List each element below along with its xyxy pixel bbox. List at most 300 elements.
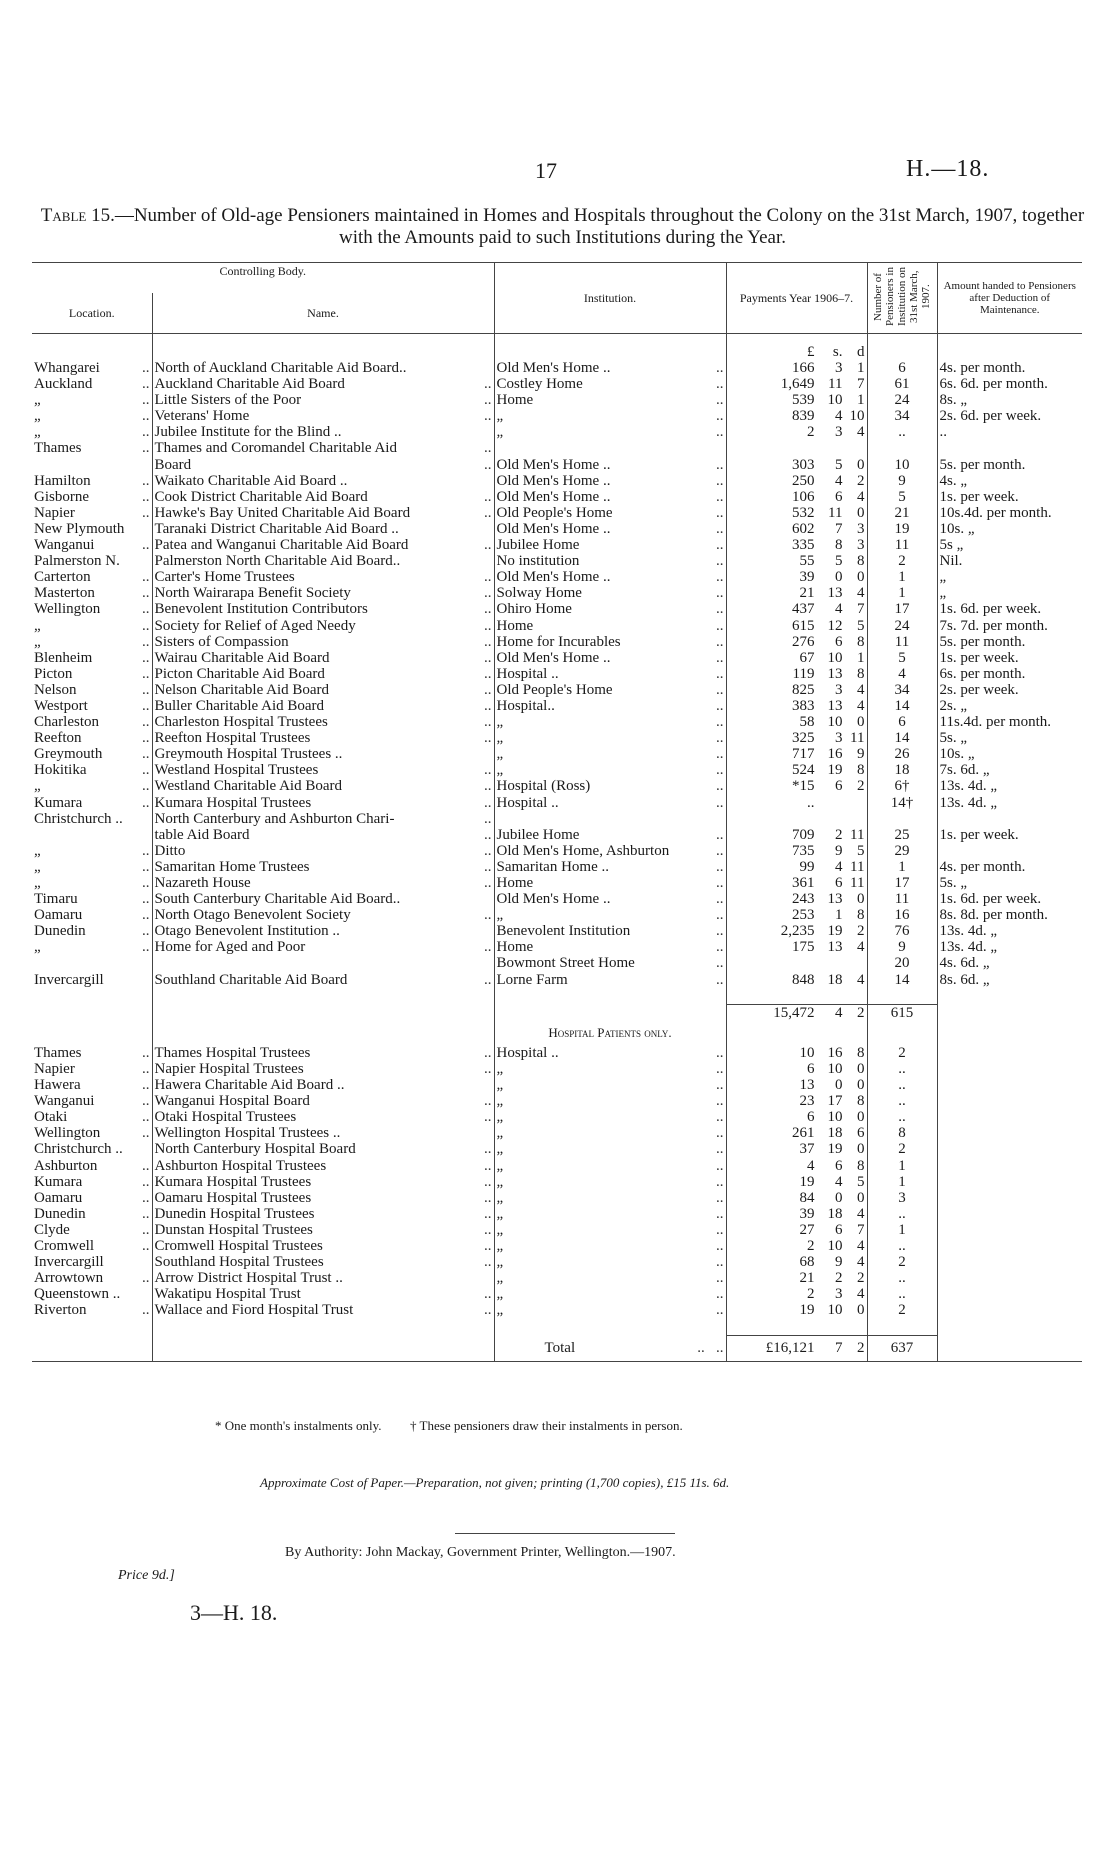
hospital-location: Clyde .. [34, 1221, 150, 1238]
home-number: 14 [867, 698, 937, 714]
home-number [867, 440, 937, 456]
home-name: Greymouth Hospital Trustees .. [152, 746, 494, 762]
home-institution: Hospital .. .. [494, 795, 726, 811]
home-location: Invercargill [34, 971, 104, 988]
home-location: Thames .. [34, 440, 150, 457]
home-amount: .. [937, 424, 1082, 440]
hospital-location: Kumara .. [34, 1173, 150, 1190]
home-pounds: 717 [792, 746, 815, 763]
home-pence: 0 [857, 891, 865, 908]
home-institution: Old Men's Home .. .. [494, 473, 726, 489]
home-payment [726, 440, 867, 456]
home-institution: Hospital .. .. [494, 666, 726, 682]
home-number: 1 [867, 569, 937, 585]
home-pounds: 2,235 [780, 923, 815, 940]
home-shillings: 10 [827, 649, 843, 666]
hospital-pounds: 6 [807, 1109, 815, 1126]
home-pounds: *15 [792, 778, 815, 795]
hospital-pounds: 68 [799, 1254, 815, 1271]
home-row [32, 553, 1082, 569]
home-shillings: 8 [835, 537, 843, 554]
home-pounds: 303 [792, 456, 815, 473]
home-amount: 7s. 6d. „ [937, 762, 1082, 778]
hospital-payment [726, 1286, 867, 1302]
home-institution: Old People's Home .. [494, 682, 726, 698]
home-institution: Solway Home .. [494, 585, 726, 601]
home-shillings: 11 [828, 376, 843, 393]
home-row [32, 650, 1082, 666]
home-location: „ .. [34, 842, 150, 859]
hospital-name: North Canterbury Hospital Board .. [152, 1141, 494, 1157]
hospital-shillings: 10 [827, 1109, 843, 1126]
home-location: Greymouth .. [34, 746, 150, 763]
home-name [152, 955, 494, 971]
home-institution: Costley Home .. [494, 376, 726, 392]
home-row [32, 392, 1082, 408]
hospital-pence: 4 [857, 1205, 865, 1222]
home-shillings: 12 [827, 617, 843, 634]
home-institution: Home .. [494, 939, 726, 955]
home-name: Otago Benevolent Institution .. [152, 923, 494, 939]
footnote-dagger: † These pensioners draw their instalments in person. [410, 1418, 683, 1433]
hospital-number: .. [867, 1270, 937, 1286]
document-reference: H.—18. [906, 156, 990, 182]
home-pence: 5 [857, 842, 865, 859]
home-number: 11 [867, 537, 937, 553]
home-name: Westland Charitable Aid Board .. [152, 778, 494, 794]
hospital-location: Ashburton .. [34, 1157, 150, 1174]
hospital-shillings: 17 [827, 1093, 843, 1110]
home-location: Hamilton .. [34, 472, 150, 489]
home-location [32, 827, 152, 843]
home-location: Dunedin .. [34, 923, 150, 940]
home-shillings: 13 [827, 665, 843, 682]
hospital-pounds: 23 [799, 1093, 815, 1110]
home-name: table Aid Board .. [152, 827, 494, 843]
home-pounds: 1,649 [780, 376, 815, 393]
home-pence: 1 [857, 649, 865, 666]
footnote-star: * One month's instalments only. [215, 1418, 382, 1433]
home-row [32, 569, 1082, 585]
home-name: Society for Relief of Aged Needy .. [152, 618, 494, 634]
home-pence: 11 [850, 730, 865, 747]
home-name: Veterans' Home .. [152, 408, 494, 424]
home-location: Westport .. [34, 697, 150, 714]
home-row [32, 521, 1082, 537]
hospital-pence: 5 [857, 1173, 865, 1190]
hospital-amount [937, 1286, 1082, 1302]
hospital-row [32, 1141, 1082, 1157]
home-pounds: 250 [792, 472, 815, 489]
home-amount: 4s. 6d. „ [937, 955, 1082, 971]
home-name: Auckland Charitable Aid Board .. [152, 376, 494, 392]
home-number: 11 [867, 891, 937, 907]
hospital-location: Christchurch .. [34, 1141, 123, 1158]
home-location: Charleston .. [34, 714, 150, 731]
home-amount: 2s. per week. [937, 682, 1082, 698]
home-number: 14 [867, 972, 937, 988]
home-pounds: 735 [792, 842, 815, 859]
home-pounds: 21 [799, 585, 815, 602]
hospital-location: Otaki .. [34, 1109, 150, 1126]
home-amount: 10s. „ [937, 521, 1082, 537]
home-location: „ .. [34, 875, 150, 891]
hospital-shillings: 18 [827, 1125, 843, 1142]
home-institution: Jubilee Home .. [494, 537, 726, 553]
home-name: Ditto .. [152, 843, 494, 859]
home-pence: 8 [857, 907, 865, 924]
home-number: 26 [867, 746, 937, 762]
hospital-location: Hawera .. [34, 1077, 150, 1094]
home-shillings: 6 [835, 778, 843, 795]
home-institution: Old Men's Home .. .. [494, 457, 726, 473]
home-location: „ .. [34, 778, 150, 795]
header-name: Name. [152, 293, 494, 334]
hospital-name: Napier Hospital Trustees .. [152, 1061, 494, 1077]
home-pounds: 276 [792, 633, 815, 650]
home-row [32, 939, 1082, 955]
home-row [32, 875, 1082, 891]
hospital-row [32, 1206, 1082, 1222]
home-number: 29 [867, 843, 937, 859]
home-name: Cook District Charitable Aid Board .. [152, 489, 494, 505]
home-row [32, 457, 1082, 473]
unit-pence: d [857, 344, 865, 360]
home-location: Nelson .. [34, 681, 150, 698]
hospital-institution: „ .. [494, 1206, 726, 1222]
home-name: North Otago Benevolent Society .. [152, 907, 494, 923]
hospital-location: Riverton .. [34, 1302, 150, 1319]
home-shillings: 13 [827, 585, 843, 602]
home-number: 5 [867, 489, 937, 505]
home-payment [726, 392, 867, 408]
home-institution: Old Men's Home .. .. [494, 891, 726, 907]
hospital-name: Ashburton Hospital Trustees .. [152, 1158, 494, 1174]
home-payment [726, 907, 867, 923]
home-row [32, 634, 1082, 650]
home-name: Samaritan Home Trustees .. [152, 859, 494, 875]
header-number [867, 263, 937, 334]
home-shillings: 4 [835, 858, 843, 875]
hospital-number: 3 [867, 1190, 937, 1206]
home-payment [726, 424, 867, 440]
hospital-number: .. [867, 1061, 937, 1077]
hospital-institution: „ .. [494, 1109, 726, 1125]
home-name: Carter's Home Trustees .. [152, 569, 494, 585]
hospital-payment [726, 1174, 867, 1190]
home-shillings: 10 [827, 392, 843, 409]
home-pence: 0 [857, 714, 865, 731]
home-shillings: 18 [827, 971, 843, 988]
home-pounds: 55 [799, 553, 815, 570]
home-pounds: 335 [792, 537, 815, 554]
home-name: Kumara Hospital Trustees .. [152, 795, 494, 811]
home-amount: 5s. per month. [937, 634, 1082, 650]
home-pounds: 106 [792, 488, 815, 505]
home-amount: 6s. per month. [937, 666, 1082, 682]
hospital-shillings: 3 [835, 1286, 843, 1303]
home-pence: 4 [857, 585, 865, 602]
home-shillings: 3 [835, 424, 843, 441]
table-title [40, 205, 1085, 249]
subtotal-number: 615 [867, 1004, 937, 1021]
home-location: Whangarei .. [34, 360, 150, 376]
home-location: „ .. [34, 939, 150, 956]
home-amount: 8s. 6d. „ [937, 972, 1082, 988]
home-pounds: 39 [799, 569, 815, 586]
home-name: Patea and Wanganui Charitable Aid Board .. [152, 537, 494, 553]
home-amount: 4s. per month. [937, 859, 1082, 875]
home-institution: Home for Incurables .. [494, 634, 726, 650]
hospital-amount [937, 1077, 1082, 1093]
hospital-payment [726, 1158, 867, 1174]
home-institution: Old Men's Home .. .. [494, 360, 726, 376]
home-amount: 10s.4d. per month. [937, 505, 1082, 521]
hospital-pence: 0 [857, 1189, 865, 1206]
home-pence: 8 [857, 762, 865, 779]
home-row [32, 923, 1082, 939]
home-number: 6 [867, 360, 937, 376]
home-pounds: 524 [792, 762, 815, 779]
hospital-institution: „ .. [494, 1190, 726, 1206]
home-location: Palmerston N. [34, 553, 120, 570]
home-shillings: 6 [835, 875, 843, 891]
hospital-pence: 4 [857, 1237, 865, 1254]
hospital-amount [937, 1222, 1082, 1238]
home-payment [726, 859, 867, 875]
hospital-pounds: 19 [799, 1302, 815, 1319]
home-pence: 4 [857, 488, 865, 505]
home-institution: Home .. [494, 875, 726, 891]
home-institution: „ .. [494, 714, 726, 730]
hospital-row [32, 1093, 1082, 1109]
home-payment [726, 843, 867, 859]
hospital-row [32, 1158, 1082, 1174]
hospital-shillings: 0 [835, 1189, 843, 1206]
page-number: 17 [535, 158, 557, 183]
home-pounds: 602 [792, 520, 815, 537]
home-shillings: 13 [827, 891, 843, 908]
home-location: Auckland .. [34, 376, 150, 393]
home-row [32, 473, 1082, 489]
footnotes [215, 1418, 683, 1434]
header-location: Location. [68, 305, 115, 320]
hospital-shillings: 4 [835, 1173, 843, 1190]
home-number: 76 [867, 923, 937, 939]
home-pence: 4 [857, 939, 865, 956]
home-pence: 11 [850, 875, 865, 891]
home-payment [726, 650, 867, 666]
hospital-pounds: 6 [807, 1060, 815, 1077]
home-number: 18 [867, 762, 937, 778]
home-location: Wanganui .. [34, 537, 150, 554]
hospital-number: .. [867, 1206, 937, 1222]
header-number-text: Number of Pensioners in Institution on 31st March, 1907. [872, 267, 932, 327]
hospital-number: 2 [867, 1045, 937, 1061]
home-name: Palmerston North Charitable Aid Board.. [152, 553, 494, 569]
home-pounds: 99 [799, 858, 815, 875]
hospital-pounds: 2 [807, 1286, 815, 1303]
home-institution: Hospital (Ross) .. [494, 778, 726, 794]
table-title-text: —Number of Old-age Pensioners maintained in Homes and Hospitals throughout the Colony on the 31st March, 1907, together with the Amounts paid to such Institutions during the Year. [114, 205, 1085, 248]
hospital-number: 1 [867, 1174, 937, 1190]
home-payment [726, 505, 867, 521]
home-shillings: 5 [835, 456, 843, 473]
home-amount: „ [937, 585, 1082, 601]
home-payment [726, 972, 867, 988]
home-payment [726, 569, 867, 585]
hospital-name: Wellington Hospital Trustees .. [152, 1125, 494, 1141]
hospital-name: Arrow District Hospital Trust .. [152, 1270, 494, 1286]
home-name: Nazareth House .. [152, 875, 494, 891]
hospital-shillings: 10 [827, 1237, 843, 1254]
hospital-row [32, 1254, 1082, 1270]
hospital-shillings: 0 [835, 1077, 843, 1094]
hospital-name: Dunedin Hospital Trustees .. [152, 1206, 494, 1222]
hospital-shillings: 10 [827, 1302, 843, 1319]
home-number: 25 [867, 827, 937, 843]
hospital-amount [937, 1109, 1082, 1125]
home-payment [726, 762, 867, 778]
total-payments [726, 1335, 867, 1362]
home-location: „ .. [34, 617, 150, 634]
home-row [32, 489, 1082, 505]
home-location: Picton .. [34, 665, 150, 682]
home-location [32, 457, 152, 473]
home-row [32, 746, 1082, 762]
home-row [32, 778, 1082, 794]
home-pence [843, 795, 865, 811]
hospital-payment [726, 1206, 867, 1222]
home-number: 2 [867, 553, 937, 569]
home-institution: „ .. [494, 746, 726, 762]
home-location: „ .. [34, 633, 150, 650]
hospital-shillings: 6 [835, 1221, 843, 1238]
home-row [32, 376, 1082, 392]
home-pounds: 361 [792, 875, 815, 891]
hospital-name: Southland Hospital Trustees .. [152, 1254, 494, 1270]
home-amount: 1s. 6d. per week. [937, 891, 1082, 907]
home-number: 14† [867, 795, 937, 811]
home-payment [726, 634, 867, 650]
hospital-pounds: 4 [807, 1157, 815, 1174]
home-pounds: 848 [792, 971, 815, 988]
hospital-location: Arrowtown .. [34, 1270, 150, 1287]
home-row [32, 424, 1082, 440]
home-number: 61 [867, 376, 937, 392]
hospital-institution: „ .. [494, 1141, 726, 1157]
home-row [32, 762, 1082, 778]
home-amount: 8s. „ [937, 392, 1082, 408]
hospital-institution: „ .. [494, 1077, 726, 1093]
hospital-heading: Hospital Patients only. [494, 1021, 726, 1045]
hospital-institution: „ .. [494, 1222, 726, 1238]
unit-pounds: £ [807, 344, 815, 360]
home-amount [937, 811, 1082, 827]
home-pounds: 383 [792, 697, 815, 714]
hospital-pence: 4 [857, 1254, 865, 1271]
home-institution: Home .. [494, 618, 726, 634]
home-pence: 2 [857, 923, 865, 940]
home-amount: 4s. per month. [937, 360, 1082, 376]
home-location: Christchurch .. [34, 810, 123, 827]
home-row [32, 843, 1082, 859]
hospital-shillings: 6 [835, 1157, 843, 1174]
home-pounds: 539 [792, 392, 815, 409]
hospital-pence: 6 [857, 1125, 865, 1142]
home-institution [494, 811, 726, 827]
hospital-number: 2 [867, 1141, 937, 1157]
hospital-payment [726, 1109, 867, 1125]
home-row [32, 698, 1082, 714]
hospital-pounds: 84 [799, 1189, 815, 1206]
home-pence: 5 [857, 617, 865, 634]
home-shillings: 6 [835, 488, 843, 505]
hospital-row [32, 1125, 1082, 1141]
hospital-row [32, 1077, 1082, 1093]
signature-mark: 3—H. 18. [190, 1600, 278, 1625]
hospital-payment [726, 1093, 867, 1109]
home-name: Picton Charitable Aid Board .. [152, 666, 494, 682]
hospital-number: .. [867, 1093, 937, 1109]
home-name: Little Sisters of the Poor .. [152, 392, 494, 408]
header-payments: Payments Year 1906–7. [726, 263, 867, 334]
home-name: Buller Charitable Aid Board .. [152, 698, 494, 714]
home-number: 9 [867, 473, 937, 489]
home-shillings: 2 [835, 826, 843, 843]
home-name: Nelson Charitable Aid Board .. [152, 682, 494, 698]
hospital-number: 8 [867, 1125, 937, 1141]
home-amount: 11s.4d. per month. [937, 714, 1082, 730]
hospital-number: .. [867, 1109, 937, 1125]
home-institution: „ .. [494, 408, 726, 424]
home-pounds: 615 [792, 617, 815, 634]
total-number: 637 [867, 1335, 937, 1362]
hospital-pence: 0 [857, 1141, 865, 1158]
home-shillings: 3 [835, 730, 843, 747]
hospital-row [32, 1270, 1082, 1286]
home-pounds: 839 [792, 408, 815, 425]
hospital-location: Invercargill [34, 1254, 104, 1271]
hospital-amount [937, 1141, 1082, 1157]
home-row [32, 601, 1082, 617]
home-institution: Ohiro Home .. [494, 601, 726, 617]
hospital-location: Cromwell .. [34, 1237, 150, 1254]
hospital-number: 2 [867, 1302, 937, 1318]
home-pounds: 325 [792, 730, 815, 747]
hospital-name: Oamaru Hospital Trustees .. [152, 1190, 494, 1206]
home-name: Thames and Coromandel Charitable Aid .. [152, 440, 494, 456]
hospital-location: Oamaru .. [34, 1189, 150, 1206]
home-row [32, 730, 1082, 746]
home-institution: Old Men's Home .. .. [494, 489, 726, 505]
hospital-pence: 0 [857, 1077, 865, 1094]
home-amount: 2s. „ [937, 698, 1082, 714]
hospital-payment [726, 1254, 867, 1270]
home-location: Carterton .. [34, 569, 150, 586]
hospital-name: Dunstan Hospital Trustees .. [152, 1222, 494, 1238]
hospital-shillings: 18 [827, 1205, 843, 1222]
hospital-pounds: 27 [799, 1221, 815, 1238]
hospital-pence: 4 [857, 1286, 865, 1303]
home-row [32, 666, 1082, 682]
hospital-shillings: 16 [827, 1044, 843, 1061]
home-number: 16 [867, 907, 937, 923]
hospital-amount [937, 1093, 1082, 1109]
hospital-institution: „ .. [494, 1254, 726, 1270]
subtotal-payments [726, 1004, 867, 1021]
hospital-payment [726, 1077, 867, 1093]
